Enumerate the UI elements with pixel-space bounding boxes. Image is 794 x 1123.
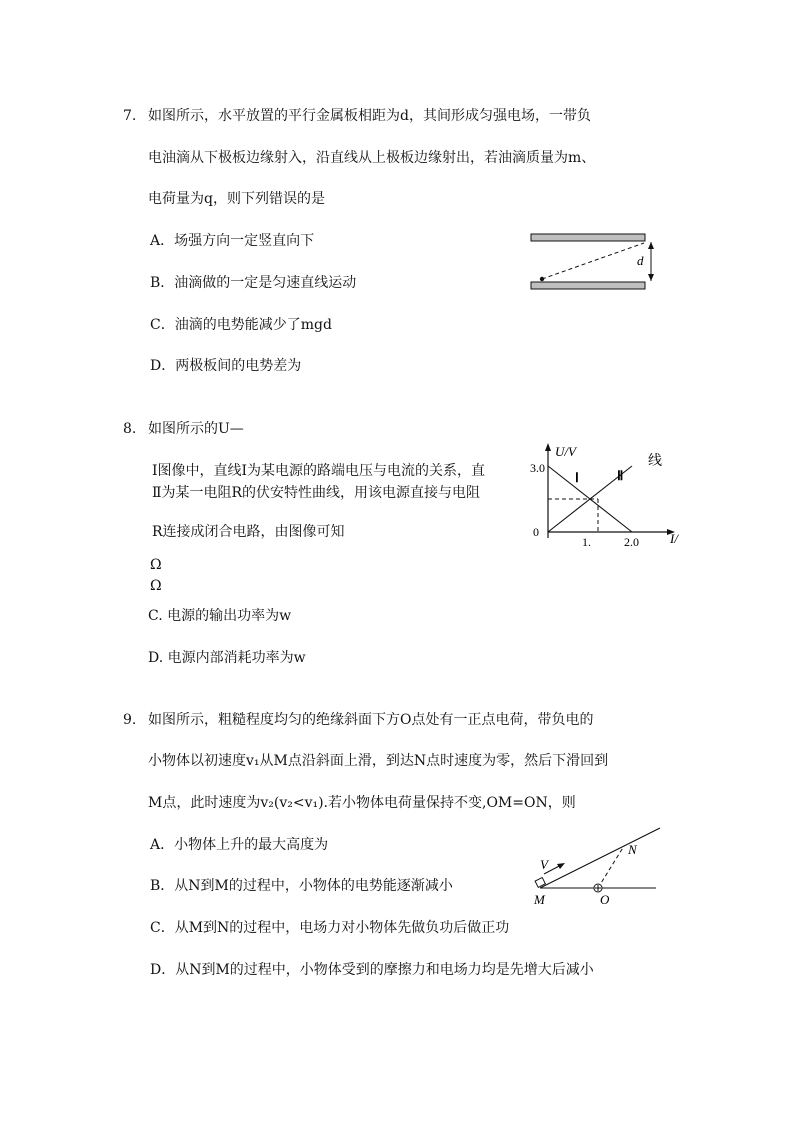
oil-drop bbox=[540, 277, 544, 281]
q9-option-d: D．从N到M的过程中，小物体受到的摩擦力和电场力均是先增大后减小 bbox=[150, 962, 594, 978]
incline-figure bbox=[528, 822, 662, 908]
line-i-label: Ⅰ bbox=[575, 470, 579, 485]
y-axis-label: U/V bbox=[555, 444, 576, 459]
line-ii-label: Ⅱ bbox=[617, 468, 624, 483]
q8-option-c: C. 电源的输出功率为w bbox=[148, 608, 292, 624]
distance-arrow-top bbox=[648, 242, 654, 249]
q9-option-c: C．从M到N的过程中，电场力对小物体先做负功后做正功 bbox=[150, 920, 510, 936]
velocity-label: V bbox=[540, 857, 548, 872]
q8-stem-line1: 如图所示的U— bbox=[148, 421, 244, 437]
q9-stem-line2: 小物体以初速度v₁从M点沿斜面上滑，到达N点时速度为零，然后下滑回到 bbox=[148, 753, 609, 769]
origin-label: 0 bbox=[533, 525, 539, 539]
point-n-label: N bbox=[628, 842, 637, 857]
incline-line bbox=[540, 828, 660, 888]
q8-stem-line3: Ⅱ为某一电阻R的伏安特性曲线，用该电源直接与电阻 bbox=[152, 485, 481, 501]
ui-graph-figure bbox=[528, 440, 684, 548]
trailing-char: 线 bbox=[648, 454, 662, 469]
q7-stem-line1: 如图所示，水平放置的平行金属板相距为d，其间形成匀强电场，一带负 bbox=[148, 108, 591, 124]
y-tick-label: 3.0 bbox=[530, 461, 545, 475]
parallel-plates-figure bbox=[528, 230, 668, 296]
q7-option-b: B．油滴做的一定是匀速直线运动 bbox=[150, 275, 357, 291]
q8-omega-b: Ω bbox=[150, 578, 162, 594]
q7-stem-line2: 电油滴从下极板边缘射入，沿直线从上极板边缘射出，若油滴质量为m、 bbox=[148, 150, 596, 166]
plate-distance-label: d bbox=[637, 253, 644, 268]
q8-omega-a: Ω bbox=[150, 557, 162, 573]
q7-option-d: D．两极板间的电势差为 bbox=[150, 358, 302, 374]
q9-stem-line1: 如图所示，粗糙程度均匀的绝缘斜面下方O点处有一正点电荷，带负电的 bbox=[148, 712, 594, 728]
q7-stem-line3: 电荷量为q，则下列错误的是 bbox=[148, 191, 325, 207]
q8-number: 8. bbox=[123, 421, 137, 437]
distance-arrow-bottom bbox=[648, 274, 654, 281]
oil-drop-path bbox=[542, 243, 644, 279]
q7-number: 7. bbox=[123, 108, 137, 124]
point-o-label: O bbox=[600, 892, 610, 907]
x-tick-label-2: 2.0 bbox=[624, 535, 639, 549]
q8-option-d: D. 电源内部消耗功率为w bbox=[148, 650, 306, 666]
x-axis-label: I/ bbox=[670, 531, 678, 546]
velocity-arrow-head bbox=[557, 863, 565, 869]
q7-option-a: A．场强方向一定竖直向下 bbox=[150, 233, 315, 249]
y-axis-arrow bbox=[545, 443, 551, 451]
q7-option-c: C．油滴的电势能减少了mgd bbox=[150, 317, 332, 333]
q8-stem-line2: I图像中，直线Ⅰ为某电源的路端电压与电流的关系，直 bbox=[152, 463, 486, 479]
q8-stem-line4: R连接成闭合电路，由图像可知 bbox=[152, 524, 345, 540]
x-tick-label-1: 1. bbox=[582, 535, 591, 549]
upper-plate bbox=[531, 234, 645, 241]
q9-option-a: A．小物体上升的最大高度为 bbox=[150, 837, 329, 853]
q9-option-b: B．从N到M的过程中，小物体的电势能逐渐减小 bbox=[150, 878, 453, 894]
q9-stem-line3: M点，此时速度为v₂(v₂<v₁).若小物体电荷量保持不变,OM=ON，则 bbox=[148, 795, 576, 811]
q9-number: 9. bbox=[123, 712, 137, 728]
point-m-label: M bbox=[534, 892, 545, 907]
lower-plate bbox=[531, 282, 645, 289]
